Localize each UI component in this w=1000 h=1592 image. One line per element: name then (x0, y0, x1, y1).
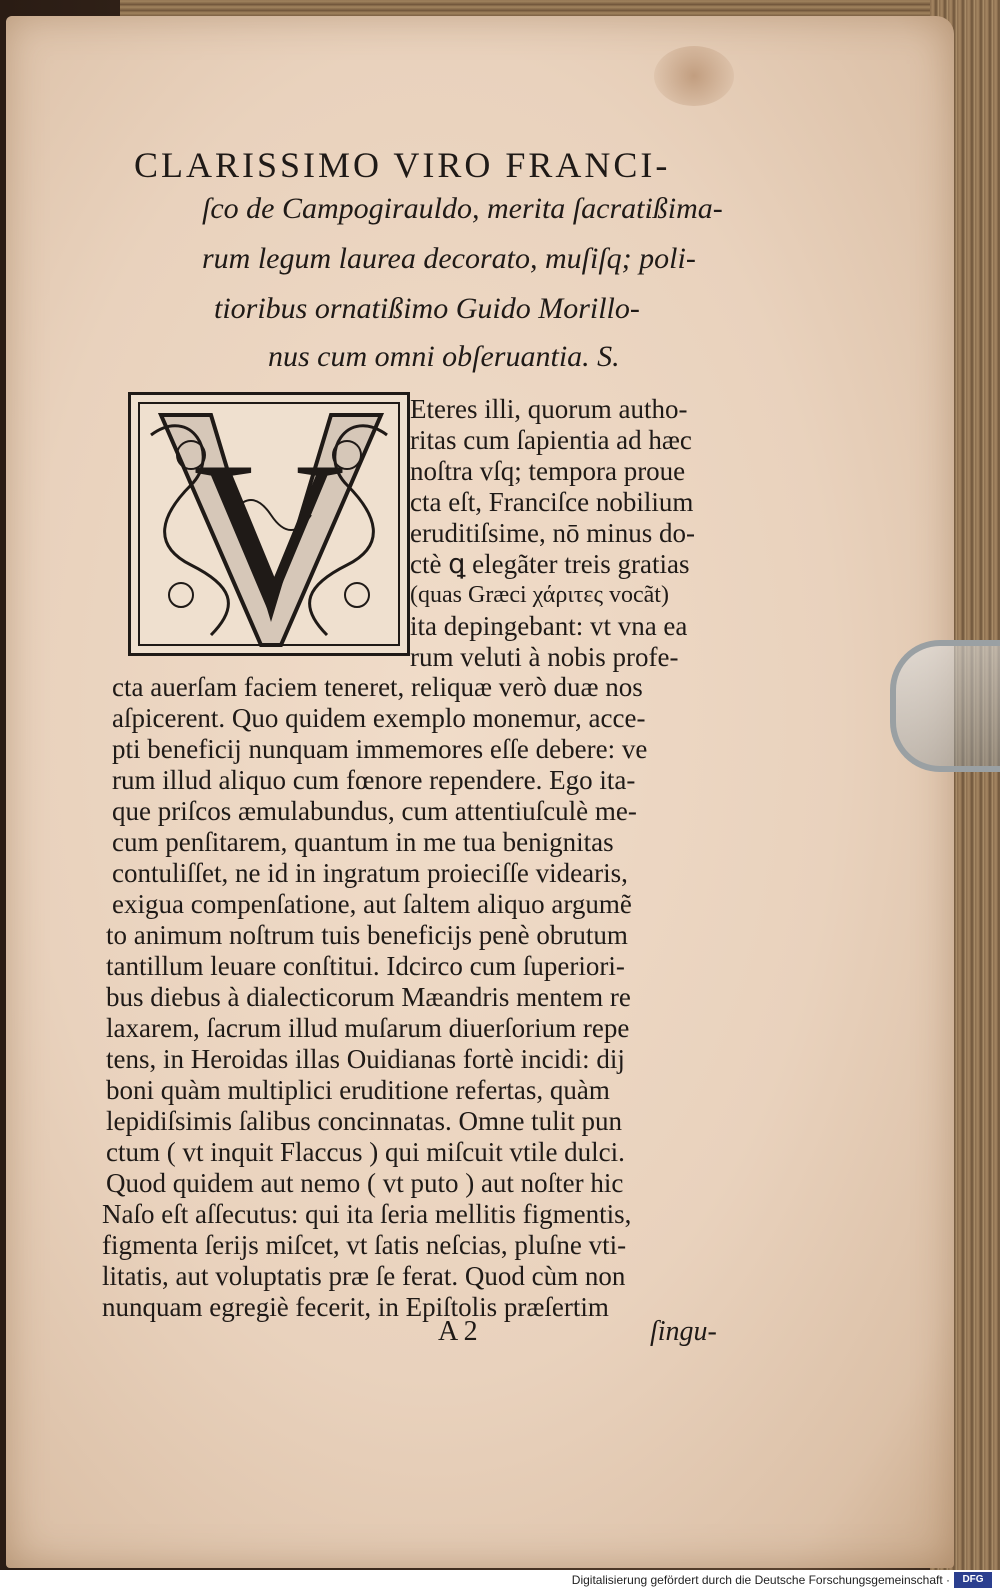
heading-line-5: nus cum omni obſeruantia. S. (268, 340, 620, 373)
dfg-logo-icon: DFG (954, 1572, 992, 1588)
body-line: boni quàm multiplici eruditione refertas, quàm (106, 1075, 610, 1105)
body-line: figmenta ſerijs miſcet, vt ſatis neſcias, pluſne vti- (102, 1230, 627, 1260)
book-page (6, 16, 954, 1568)
body-line: tantillum leuare conſtitui. Idcirco cum ſuperiori- (106, 951, 625, 981)
body-line: nunquam egregiè fecerit, in Epiſtolis præſertim (102, 1292, 609, 1322)
initial-ornament-icon (131, 395, 407, 653)
body-line: Naſo eſt aſſecutus: qui ita ſeria mellitis figmentis, (102, 1199, 632, 1229)
body-line: cta auerſam faciem teneret, reliquæ verò duæ nos (112, 672, 643, 702)
signature-mark: A 2 (438, 1316, 478, 1347)
body-line: aſpicerent. Quo quidem exemplo monemur, acce- (112, 703, 646, 733)
body-line: cum penſitarem, quantum in me tua benignitas (112, 827, 614, 857)
page-text (6, 16, 954, 1568)
body-line: to animum noſtrum tuis beneficijs penè obrutum (106, 920, 628, 950)
body-line: rum veluti à nobis profe- (410, 642, 679, 672)
body-line: rum illud aliquo cum fœnore rependere. Ego ita- (112, 765, 636, 795)
body-line: (quas Græci χάριτες vocãt) (410, 582, 669, 608)
body-line: que priſcos æmulabundus, cum attentiuſculè me- (112, 796, 637, 826)
catchword: ſingu- (650, 1316, 717, 1347)
body-line: ctè ꝗ elegãter treis gratias (410, 549, 690, 579)
heading-line-3: rum legum laurea decorato, muſiſq; poli- (202, 242, 696, 275)
body-line: Quod quidem aut nemo ( vt puto ) aut noſter hic (106, 1168, 624, 1198)
body-line: Eteres illi, quorum autho- (410, 394, 688, 424)
body-line: eruditiſsime, nō minus do- (410, 518, 695, 548)
body-line: pti beneficij nunquam immemores eſſe debere: ve (112, 734, 648, 764)
body-line: laxarem, ſacrum illud muſarum diuerſorium repe (106, 1013, 630, 1043)
body-line: noſtra vſq; tempora proue (410, 456, 686, 486)
body-line: ita depingebant: vt vna ea (410, 611, 688, 641)
body-line: lepidiſsimis ſalibus concinnatas. Omne tulit pun (106, 1106, 622, 1136)
decorated-initial-v (128, 392, 410, 656)
body-line: tens, in Heroidas illas Ouidianas fortè incidi: dij (106, 1044, 625, 1074)
heading-line-4: tioribus ornatißimo Guido Morillo- (214, 292, 640, 325)
body-line: exigua compenſatione, aut ſaltem aliquo argumẽ (112, 889, 632, 919)
funding-credit: Digitalisierung gefördert durch die Deutsche Forschungsgemeinschaft · (571, 1573, 950, 1587)
body-line: ctum ( vt inquit Flaccus ) qui miſcuit vtile dulci. (106, 1137, 625, 1167)
body-line: cta eſt, Franciſce nobilium (410, 487, 694, 517)
body-line: ritas cum ſapientia ad hæc (410, 425, 692, 455)
svg-text:V: V (193, 419, 345, 651)
heading-line-1: CLARISSIMO VIRO FRANCI- (134, 145, 671, 185)
heading-line-2: ſco de Campogirauldo, merita ſacratißima- (202, 192, 723, 225)
body-line: litatis, aut voluptatis præ ſe ferat. Quod cùm non (102, 1261, 626, 1291)
page-clip (890, 640, 1000, 772)
body-line: bus diebus à dialecticorum Mæandris mentem re (106, 982, 631, 1012)
body-line: contuliſſet, ne id in ingratum proieciſſe videaris, (112, 858, 628, 888)
